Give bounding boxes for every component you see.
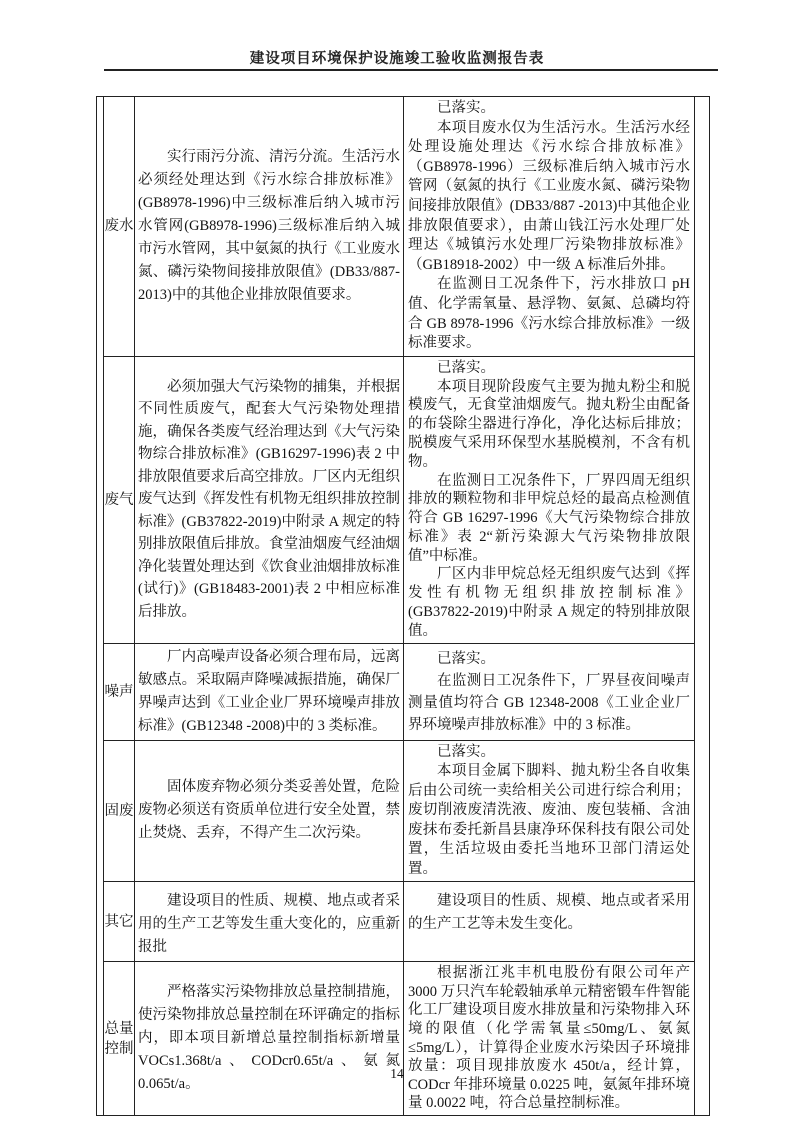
table-row-solid-waste bbox=[104, 741, 694, 883]
implementation-paragraph: 在监测日工况条件下，污水排放口 pH 值、化学需氧量、悬浮物、氨氮、总磷均符合 GB 8978-1996《污水综合排放标准》一级标准要求。 bbox=[408, 276, 690, 352]
row-label-other: 其它 bbox=[104, 882, 135, 961]
requirement-text: 固体废弃物必须分类妥善处置，危险废物必须送有资质单位进行安全处置，禁止焚烧、丢弃，不得产生二次污染。 bbox=[138, 779, 400, 842]
requirement-cell-other bbox=[135, 882, 404, 961]
implementation-status: 已落实。 bbox=[437, 650, 495, 667]
acceptance-monitoring-table bbox=[96, 96, 710, 1116]
row-label-waste-gas: 废气 bbox=[104, 357, 135, 643]
table-row-other bbox=[104, 882, 694, 962]
row-label-solid-waste: 固废 bbox=[104, 741, 135, 882]
implementation-cell-other bbox=[404, 882, 694, 961]
implementation-status: 已落实。 bbox=[437, 100, 495, 116]
table-outer-left-gutter bbox=[97, 97, 104, 1115]
table-row-total-amount-control bbox=[104, 962, 694, 1115]
implementation-status: 已落实。 bbox=[437, 359, 495, 376]
implementation-status: 已落实。 bbox=[437, 743, 495, 760]
implementation-paragraph: 本项目废水仅为生活污水。生活污水经处理设施处理达《污水综合排放标准》（GB8978-1996）三级标准后纳入城市污水管网（氨氮的执行《工业废水氮、磷污染物间接排放限值》(DB33/887 -2013)中其他企业排放限值要求），由萧山钱江污水处理厂处理达《城镇污水处理厂污染物排放标准》（GB18918-2002）中一级 A 标准后外排。 bbox=[408, 119, 690, 273]
implementation-paragraph: 本项目金属下脚料、抛丸粉尘各自收集后由公司统一卖给相关公司进行综合利用；废切削液废清洗液、废油、废包装桶、含油废抹布委托新昌县康净环保科技有限公司处置，生活垃圾由委托当地环卫部门清运处置。 bbox=[408, 763, 690, 877]
row-label-noise: 噪声 bbox=[104, 644, 135, 740]
requirement-cell-noise bbox=[135, 644, 404, 740]
table-outer-right-gutter bbox=[694, 97, 709, 1115]
implementation-cell-waste-gas bbox=[404, 357, 694, 643]
requirement-cell-solid-waste bbox=[135, 741, 404, 882]
page-number: 14 bbox=[390, 1066, 404, 1081]
table-row-wastewater bbox=[104, 97, 694, 357]
table-body bbox=[104, 97, 694, 1115]
table-row-noise bbox=[104, 644, 694, 741]
implementation-cell-total-amount-control bbox=[404, 962, 694, 1115]
table-row-waste-gas bbox=[104, 357, 694, 644]
row-label-wastewater: 废水 bbox=[104, 97, 135, 356]
requirement-cell-total-amount-control bbox=[135, 962, 404, 1115]
requirement-cell-waste-gas bbox=[135, 357, 404, 643]
requirement-text: 实行雨污分流、清污分流。生活污水必须经处理达到《污水综合排放标准》(GB8978-1996)中三级标准后纳入城市污水管网(GB8978-1996)三级标准后纳入城市污水管网，其中氨氮的执行《工业废水氮、磷污染物间接排放限值》(DB33/887-2013)中的其他企业排放限值要求。 bbox=[138, 148, 400, 303]
requirement-text: 建设项目的性质、规模、地点或者采用的生产工艺等发生重大变化的，应重新报批 bbox=[138, 893, 400, 956]
row-label-total-amount-control: 总量控制 bbox=[104, 962, 135, 1115]
header-rule bbox=[104, 69, 718, 71]
implementation-cell-solid-waste bbox=[404, 741, 694, 882]
implementation-paragraph: 根据浙江兆丰机电股份有限公司年产 3000 万只汽车轮毂轴承单元精密锻车件智能化工厂建设项目废水排放量和污染物排入环境的限值（化学需氧量≤50mg/L、氨氮≤5mg/L），计算得企业废水污染因子环境排放量：项目现排放废水 450t/a，经计算，CODcr 年排环境量 0.0225 吨，氨氮年排环境量 0.0022 吨，符合总量控制标准。 bbox=[408, 965, 690, 1112]
implementation-paragraph: 在监测日工况条件下，厂界四周无组织排放的颗粒物和非甲烷总烃的最高点检测值符合 GB 16297-1996《大气污染物综合排放标准》表 2“新污染源大气污染物排放限值”中标准。 bbox=[408, 472, 690, 564]
implementation-cell-wastewater bbox=[404, 97, 694, 356]
page-title: 建设项目环境保护设施竣工验收监测报告表 bbox=[249, 51, 545, 67]
implementation-cell-noise bbox=[404, 644, 694, 740]
requirement-text: 必须加强大气污染物的捕集，并根据不同性质废气，配套大气污染物处理措施，确保各类废气经治理达到《大气污染物综合排放标准》(GB16297-1996)表 2 中排放限值要求后高空排放。厂区内无组织废气达到《挥发性有机物无组织排放控制标准》(GB37822-2019)中附录 A 规定的特别排放限值后排放。食堂油烟废气经油烟净化装置处理达到《饮食业油烟排放标准(试行)》(GB18483-2001)表 2 中相应标准后排放。 bbox=[138, 378, 400, 620]
requirement-text: 严格落实污染物排放总量控制措施，使污染物排放总量控制在环评确定的指标内，即本项目新增总量控制指标新增量 VOCs1.368t/a、CODcr0.65t/a、氨氮 0.065t/a。 bbox=[138, 984, 400, 1093]
implementation-paragraph: 本项目现阶段废气主要为抛丸粉尘和脱模废气，无食堂油烟废气。抛丸粉尘由配备的布袋除尘器进行净化，净化达标后排放；脱模废气采用环保型水基脱模剂，不含有机物。 bbox=[408, 378, 690, 470]
implementation-paragraph: 建设项目的性质、规模、地点或者采用的生产工艺等未发生变化。 bbox=[408, 893, 690, 933]
requirement-text: 厂内高噪声设备必须合理布局，远离敏感点。采取隔声降噪减振措施，确保厂界噪声达到《工业企业厂界环境噪声排放标准》(GB12348 -2008)中的 3 类标准。 bbox=[138, 648, 400, 734]
implementation-paragraph: 厂区内非甲烷总烃无组织废气达到《挥发性有机物无组织排放控制标准》(GB37822-2019)中附录 A 规定的特别排放限值。 bbox=[408, 566, 690, 639]
requirement-cell-wastewater bbox=[135, 97, 404, 356]
implementation-paragraph: 在监测日工况条件下，厂界昼夜间噪声测量值均符合 GB 12348-2008《工业企业厂界环境噪声排放标准》中的 3 标准。 bbox=[408, 672, 690, 733]
